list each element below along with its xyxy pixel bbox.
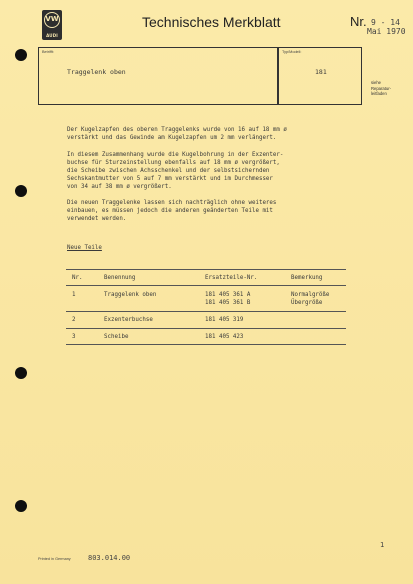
- page-number: 1: [380, 541, 385, 549]
- table-rule: [66, 269, 346, 270]
- row-2-part: 181 405 319: [205, 317, 244, 323]
- text-line: einbauen, es müssen jedoch die anderen geänderten Teile mit: [67, 208, 273, 214]
- text-line: verwendet werden.: [67, 216, 127, 222]
- paragraph-1: [67, 126, 357, 142]
- audi-brand-text: AUDI: [46, 33, 58, 38]
- vw-audi-logo: [42, 10, 62, 40]
- section-heading: Neue Teile: [67, 245, 102, 251]
- table-rule: [66, 344, 346, 345]
- form-number: 803.014.00: [88, 554, 131, 562]
- row-1-remark: Übergröße: [291, 300, 323, 306]
- header-name: Benennung: [104, 275, 136, 281]
- table-rule: [66, 311, 346, 312]
- text-line: Sechskantmutter von 5 auf 7 mm verstärkt und im Durchmesser: [67, 176, 273, 182]
- row-3-nr: 3: [72, 334, 76, 340]
- row-1-remark: Normalgröße: [291, 292, 330, 298]
- binder-hole: [15, 500, 27, 512]
- row-1-part: 181 405 361 B: [205, 300, 251, 306]
- text-line: Die neuen Traggelenke lassen sich nachträglich ohne weiteres: [67, 200, 277, 206]
- binder-hole: [15, 367, 27, 379]
- number-label: Nr.: [350, 14, 367, 29]
- typ-box: [278, 47, 362, 105]
- row-3-name: Scheibe: [104, 334, 129, 340]
- vw-mark: VW: [44, 12, 60, 28]
- side-note-line: siehe: [371, 80, 382, 85]
- header-nr: Nr.: [72, 275, 83, 281]
- betrifft-box: [38, 47, 278, 105]
- row-1-name: Traggelenk oben: [104, 292, 157, 298]
- row-1-part: 181 405 361 A: [205, 292, 251, 298]
- betrifft-value: Traggelenk oben: [67, 68, 126, 76]
- text-line: von 34 auf 38 mm ø vergrößert.: [67, 184, 172, 190]
- binder-hole: [15, 185, 27, 197]
- text-line: buchse für Sturzeinstellung ebenfalls auf 18 mm ø vergrößert,: [67, 160, 280, 166]
- document-title: Technisches Merkblatt: [142, 14, 281, 30]
- row-3-part: 181 405 423: [205, 334, 244, 340]
- side-note: [371, 80, 391, 97]
- text-line: die Scheibe zwischen Achsschenkel und der selbstsichernden: [67, 168, 270, 174]
- side-note-line: leitfaden: [371, 91, 387, 97]
- row-2-nr: 2: [72, 317, 76, 323]
- text-line: In diesem Zusammenhang wurde die Kugelbohrung in der Exzenter-: [67, 152, 284, 158]
- paragraph-3: [67, 199, 357, 223]
- row-2-name: Exzenterbuchse: [104, 317, 153, 323]
- header-remark: Bemerkung: [291, 275, 323, 281]
- betrifft-label: Betrifft:: [42, 50, 54, 54]
- row-1-nr: 1: [72, 292, 76, 298]
- document-date: Mai 1970: [367, 27, 406, 36]
- printed-in-note: Printed in Germany: [38, 557, 71, 561]
- binder-hole: [15, 49, 27, 61]
- paragraph-2: [67, 151, 357, 191]
- header-parts: Ersatzteile-Nr.: [205, 275, 258, 281]
- side-note-line: Reparatur-: [371, 85, 392, 91]
- table-rule: [66, 328, 346, 329]
- text-line: Der Kugelzapfen des oberen Traggelenks wurde von 16 auf 18 mm ø: [67, 127, 287, 133]
- typ-value: 181: [315, 68, 327, 76]
- number-value: 9 - 14: [371, 18, 400, 27]
- typ-label: Typ/Modell:: [282, 50, 302, 54]
- table-rule: [66, 285, 346, 286]
- text-line: verstärkt und das Gewinde am Kugelzapfen um 2 mm verlängert.: [67, 135, 277, 141]
